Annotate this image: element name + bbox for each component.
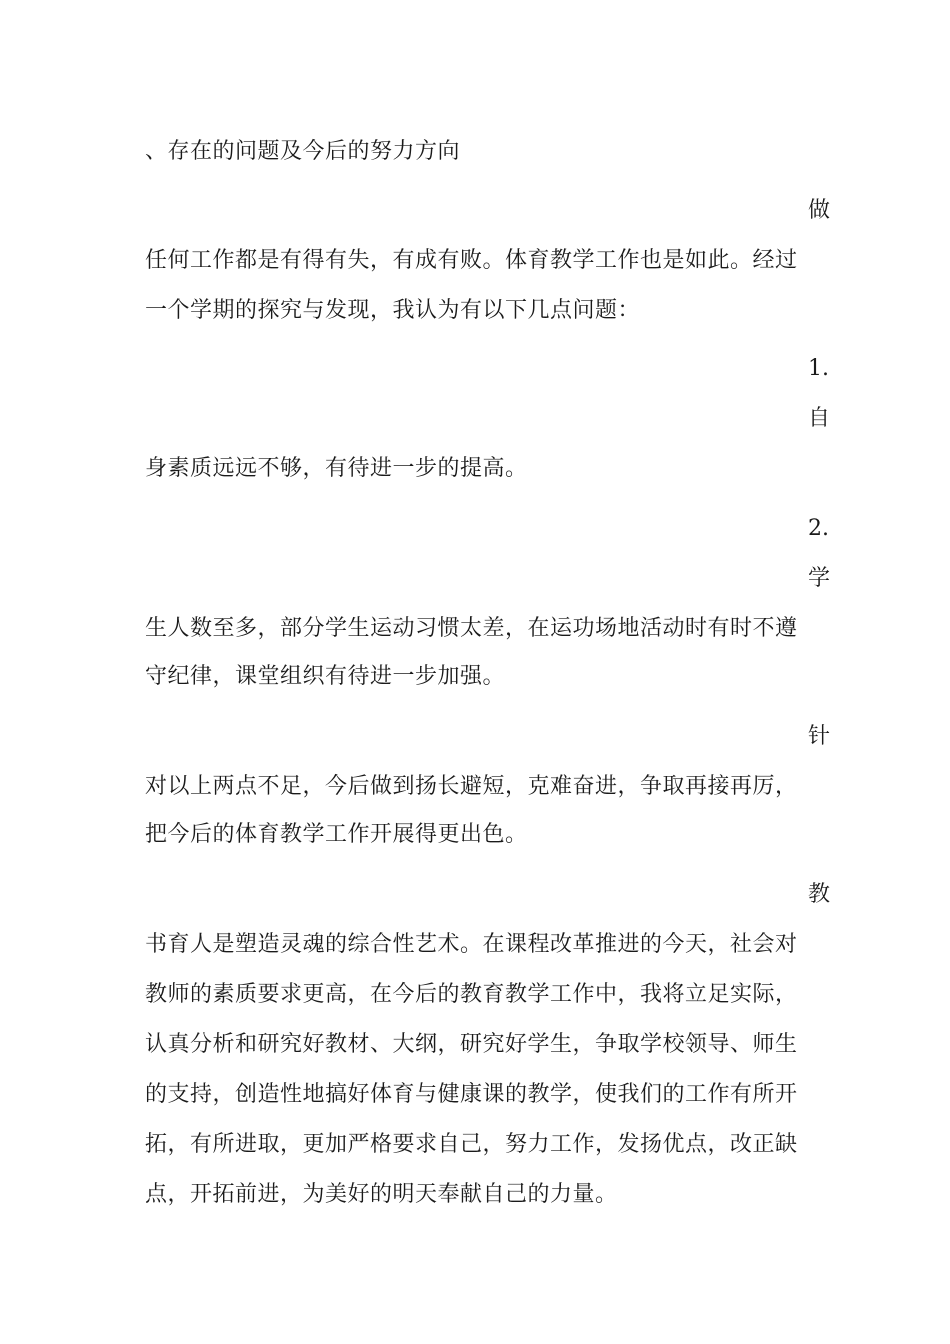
paragraph-3-line-1: 对以上两点不足，今后做到扬长避短，克难奋进，争取再接再厉， bbox=[145, 774, 798, 799]
item-2-line-2: 守纪律，课堂组织有待进一步加强。 bbox=[145, 664, 506, 689]
paragraph-1-line-1: 任何工作都是有得有失，有成有败。体育教学工作也是如此。经过 bbox=[145, 248, 798, 273]
item-2-line-1: 生人数至多，部分学生运动习惯太差，在运功场地活动时有时不遵 bbox=[145, 616, 798, 641]
paragraph-4-lead-char: 教 bbox=[808, 882, 831, 907]
paragraph-4-line-6: 点，开拓前进，为美好的明天奉献自己的力量。 bbox=[145, 1182, 618, 1207]
section-heading: 、存在的问题及今后的努力方向 bbox=[145, 139, 461, 164]
paragraph-3-lead-char: 针 bbox=[808, 724, 831, 749]
paragraph-4-line-5: 拓，有所进取，更加严格要求自己，努力工作，发扬优点，改正缺 bbox=[145, 1132, 798, 1157]
item-2-number: 2. bbox=[808, 516, 829, 541]
paragraph-4-line-2: 教师的素质要求更高，在今后的教育教学工作中，我将立足实际， bbox=[145, 982, 798, 1007]
paragraph-1-line-2: 一个学期的探究与发现，我认为有以下几点问题： bbox=[145, 298, 641, 323]
paragraph-4-line-3: 认真分析和研究好教材、大纲，研究好学生，争取学校领导、师生 bbox=[145, 1032, 798, 1057]
paragraph-4-line-1: 书育人是塑造灵魂的综合性艺术。在课程改革推进的今天，社会对 bbox=[145, 932, 798, 957]
item-1-lead-char: 自 bbox=[808, 406, 831, 431]
item-1-number: 1. bbox=[808, 356, 829, 381]
paragraph-3-line-2: 把今后的体育教学工作开展得更出色。 bbox=[145, 822, 528, 847]
paragraph-1-lead-char: 做 bbox=[808, 198, 831, 223]
paragraph-4-line-4: 的支持，创造性地搞好体育与健康课的教学，使我们的工作有所开 bbox=[145, 1082, 798, 1107]
item-2-lead-char: 学 bbox=[808, 566, 831, 591]
item-1-line-1: 身素质远远不够，有待进一步的提高。 bbox=[145, 456, 528, 481]
